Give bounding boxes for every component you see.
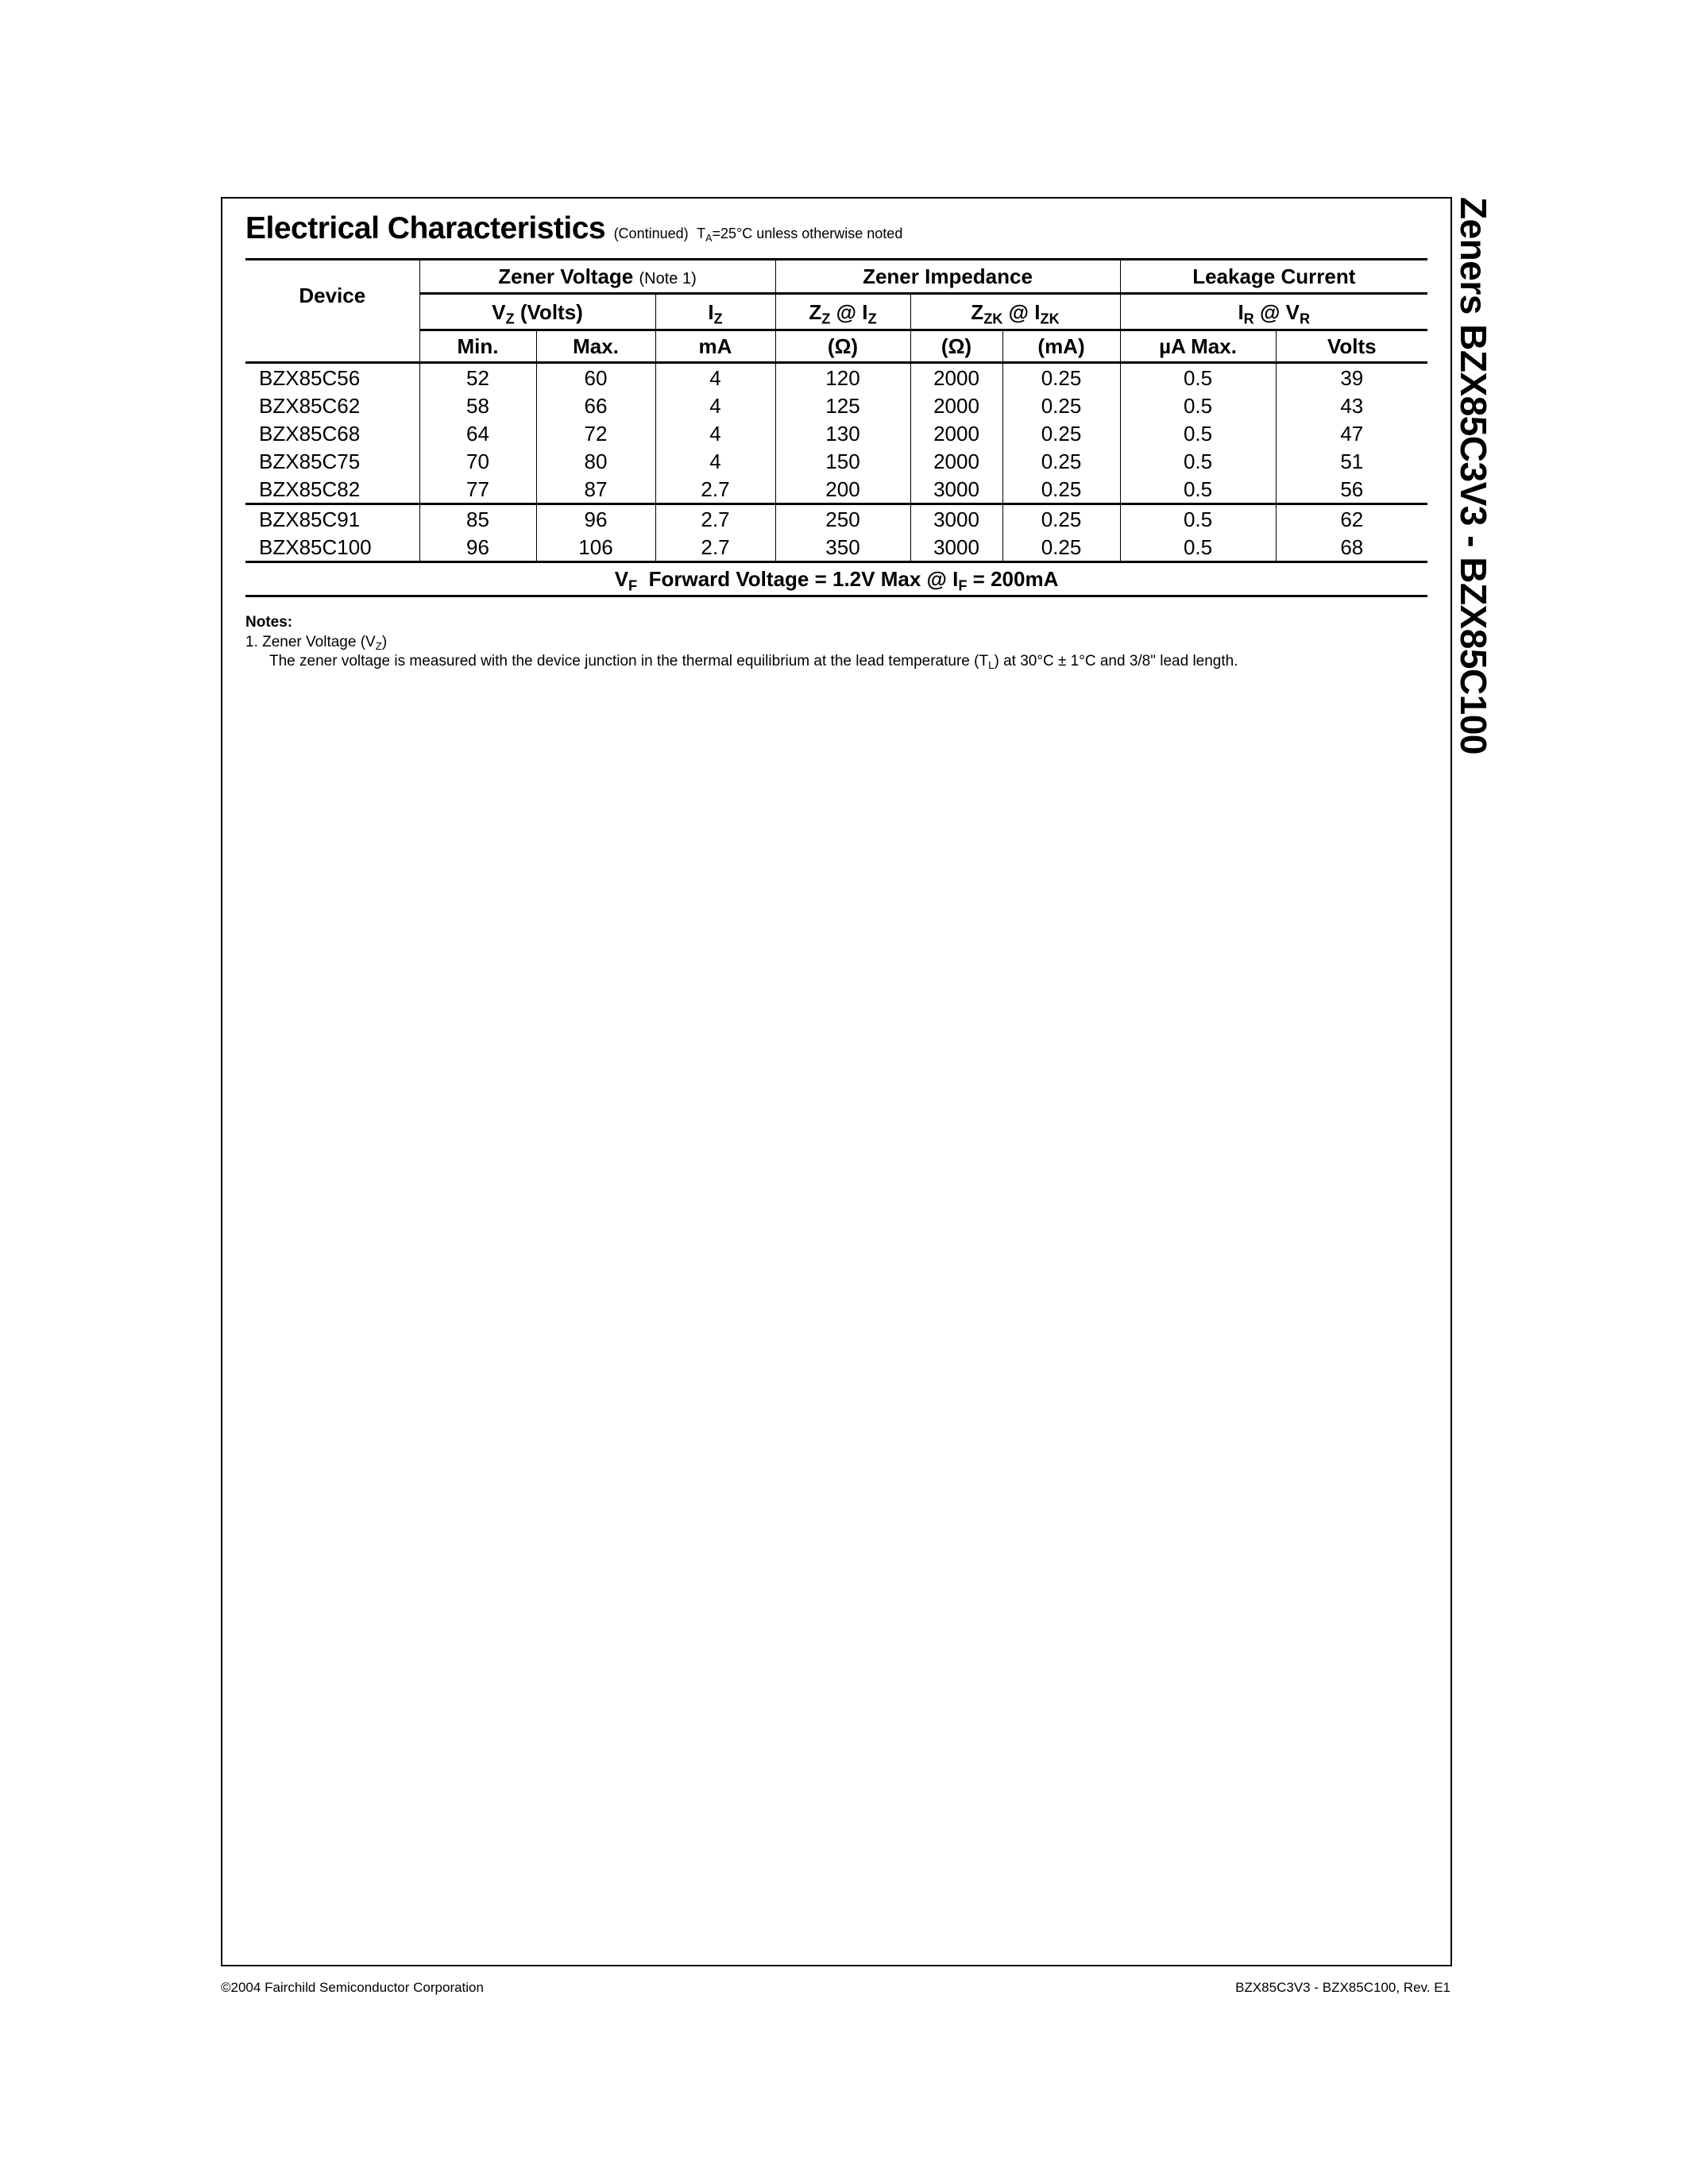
device-cell: BZX85C75 xyxy=(259,449,361,473)
value-cell: 66 xyxy=(536,392,655,419)
value-cell: 3000 xyxy=(910,533,1002,562)
header-row-units xyxy=(245,330,1427,363)
value-cell: 62 xyxy=(1276,504,1427,534)
value-cell: 96 xyxy=(536,504,655,534)
value-cell: 125 xyxy=(775,392,910,419)
value-cell: 130 xyxy=(775,419,910,447)
header-zzk: $Z_{ZK}$ @ $I_{ZK}$ xyxy=(910,294,1120,330)
header-unit: (mA) xyxy=(1002,330,1120,363)
device-cell: BZX85C100 xyxy=(259,534,372,559)
header-unit: Volts xyxy=(1276,330,1427,363)
value-cell: 39 xyxy=(1276,363,1427,392)
device-cell: BZX85C62 xyxy=(259,393,361,418)
value-cell: 150 xyxy=(775,447,910,475)
header-row-groups xyxy=(245,260,1427,294)
value-cell: 0.25 xyxy=(1002,475,1120,504)
value-cell: 3000 xyxy=(910,504,1002,534)
section-title xyxy=(245,211,902,246)
title-condition: $T_A=25^\circ C$ unless otherwise noted xyxy=(697,226,903,244)
electrical-characteristics-table xyxy=(245,258,1427,597)
table-row xyxy=(245,533,1427,562)
device-cell: BZX85C82 xyxy=(259,477,361,501)
side-title: Zeners BZX85C3V3 - BZX85C100 xyxy=(1453,197,1494,754)
forward-voltage-row xyxy=(245,562,1427,596)
table-row xyxy=(245,447,1427,475)
header-unit: Min. xyxy=(419,330,536,363)
header-unit: µA Max. xyxy=(1120,330,1276,363)
value-cell: 0.25 xyxy=(1002,419,1120,447)
notes-heading: Notes: xyxy=(245,614,293,631)
value-cell: 43 xyxy=(1276,392,1427,419)
header-zz: $Z_Z$ @ $I_Z$ xyxy=(775,294,910,330)
value-cell: 0.5 xyxy=(1120,475,1276,504)
value-cell: 68 xyxy=(1276,533,1427,562)
title-main: Electrical Characteristics xyxy=(245,211,606,245)
value-cell: 87 xyxy=(536,475,655,504)
device-cell: BZX85C68 xyxy=(259,421,361,446)
value-cell: 52 xyxy=(419,363,536,392)
header-zener-voltage: Zener Voltage (Note 1) xyxy=(419,260,775,294)
value-cell: 4 xyxy=(655,392,775,419)
header-row-params xyxy=(245,294,1427,330)
header-zener-impedance: Zener Impedance xyxy=(775,260,1120,294)
header-device-spacer xyxy=(245,330,419,363)
value-cell: 96 xyxy=(419,533,536,562)
value-cell: 0.5 xyxy=(1120,419,1276,447)
table-row xyxy=(245,419,1427,447)
header-unit: (Ω) xyxy=(775,330,910,363)
value-cell: 3000 xyxy=(910,475,1002,504)
value-cell: 85 xyxy=(419,504,536,534)
header-unit: Max. xyxy=(536,330,655,363)
device-cell: BZX85C91 xyxy=(245,504,419,534)
value-cell: 51 xyxy=(1276,447,1427,475)
value-cell: 120 xyxy=(775,363,910,392)
value-cell: 2.7 xyxy=(655,504,775,534)
value-cell: 64 xyxy=(419,419,536,447)
header-vz: $V_Z$ (Volts) xyxy=(419,294,655,330)
value-cell: 56 xyxy=(1276,475,1427,504)
value-cell: 0.25 xyxy=(1002,363,1120,392)
value-cell: 60 xyxy=(536,363,655,392)
note-1-text: The zener voltage is measured with the device junction in the thermal equilibrium at the lead temperature $(T_L)$ at 30°C ± 1°C and 3/8" lead length. xyxy=(269,653,1238,671)
value-cell: 77 xyxy=(419,475,536,504)
header-ir: $I_R$ @ $V_R$ xyxy=(1120,294,1427,330)
header-leakage-current: Leakage Current xyxy=(1120,260,1427,294)
value-cell: 72 xyxy=(536,419,655,447)
value-cell: 350 xyxy=(775,533,910,562)
value-cell: 2000 xyxy=(910,392,1002,419)
header-unit: (Ω) xyxy=(910,330,1002,363)
footer-part-rev: BZX85C3V3 - BZX85C100, Rev. E1 xyxy=(1235,1980,1450,1995)
value-cell: 2000 xyxy=(910,419,1002,447)
value-cell: 2000 xyxy=(910,363,1002,392)
header-unit: mA xyxy=(655,330,775,363)
forward-voltage: $V_F$ Forward Voltage = 1.2V Max @ $I_F = 200mA$ xyxy=(245,562,1427,596)
note-1-title: 1. Zener Voltage $(V_Z)$ xyxy=(245,633,388,652)
value-cell: 4 xyxy=(655,447,775,475)
value-cell: 4 xyxy=(655,363,775,392)
value-cell: 0.5 xyxy=(1120,447,1276,475)
table-row xyxy=(245,363,1427,392)
value-cell: 0.5 xyxy=(1120,392,1276,419)
value-cell: 200 xyxy=(775,475,910,504)
notes xyxy=(245,613,1238,672)
table-row xyxy=(245,392,1427,419)
value-cell: 0.25 xyxy=(1002,392,1120,419)
value-cell: 80 xyxy=(536,447,655,475)
value-cell: 2.7 xyxy=(655,475,775,504)
value-cell: 0.25 xyxy=(1002,504,1120,534)
title-continued: (Continued) xyxy=(613,226,689,241)
value-cell: 250 xyxy=(775,504,910,534)
value-cell: 58 xyxy=(419,392,536,419)
value-cell: 106 xyxy=(536,533,655,562)
table-row xyxy=(245,475,1427,504)
value-cell: 0.5 xyxy=(1120,504,1276,534)
header-device: Device xyxy=(245,260,419,330)
value-cell: 0.5 xyxy=(1120,363,1276,392)
value-cell: 2000 xyxy=(910,447,1002,475)
value-cell: 47 xyxy=(1276,419,1427,447)
value-cell: 0.5 xyxy=(1120,533,1276,562)
value-cell: 0.25 xyxy=(1002,447,1120,475)
table-row xyxy=(245,504,1427,534)
footer-copyright: ©2004 Fairchild Semiconductor Corporation xyxy=(221,1980,484,1995)
header-iz: $I_Z$ xyxy=(655,294,775,330)
value-cell: 0.25 xyxy=(1002,533,1120,562)
value-cell: 70 xyxy=(419,447,536,475)
device-cell: BZX85C56 xyxy=(259,365,361,390)
value-cell: 4 xyxy=(655,419,775,447)
value-cell: 2.7 xyxy=(655,533,775,562)
